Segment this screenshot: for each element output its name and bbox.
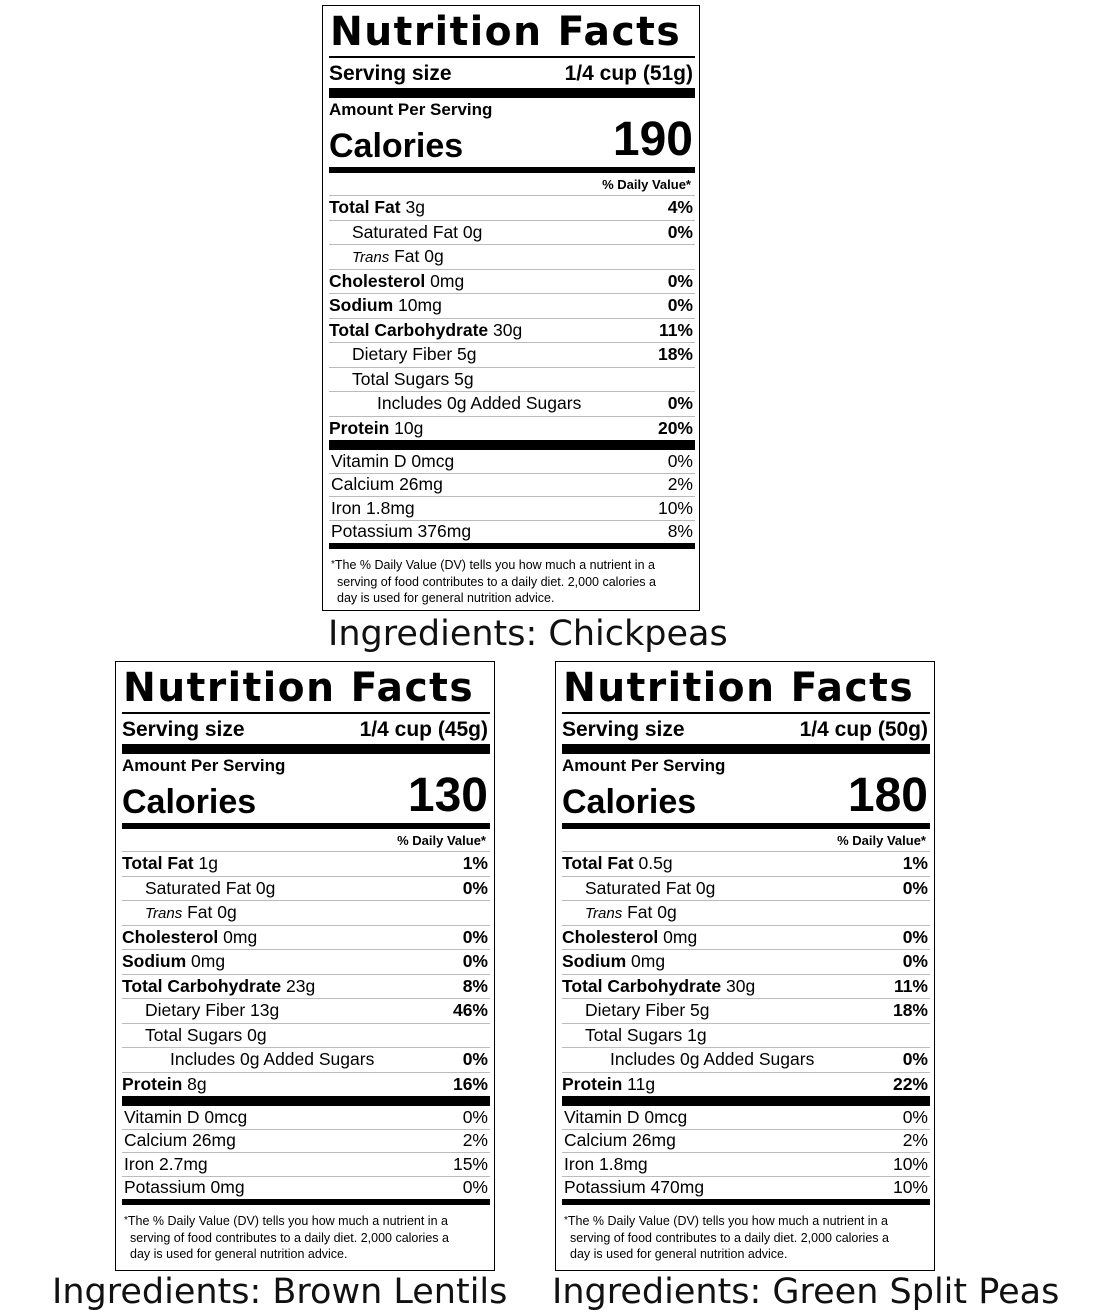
nutrient-name [145,1000,279,1021]
nutrient-amount: 30g [726,975,756,996]
nutrient-row [329,343,695,368]
nutrient-amount: 1g [198,853,218,874]
nutrient-label: Includes 0g Added Sugars [377,393,582,414]
nutrient-label: Cholesterol [329,270,426,291]
nutrient-name [585,878,715,899]
vitamin-daily-value: 8% [667,521,693,542]
nutrient-label: Dietary Fiber [585,1000,686,1021]
nutrient-label: Dietary Fiber [352,344,453,365]
nutrient-row [329,245,695,270]
label-title: Nutrition Facts [563,665,915,711]
footnote-line: day is used for general nutrition advice. [337,591,555,605]
nutrient-amount: 0mg [631,951,666,972]
serving-size-value: 1/4 cup (45g) [359,718,488,741]
nutrient-amount: 0g [247,1024,267,1045]
nutrient-daily-value: 0% [902,1049,928,1070]
nutrient-amount: 5g [690,1000,710,1021]
nutrient-label: Total Carbohydrate [562,975,722,996]
nutrient-label: Dietary Fiber [145,1000,246,1021]
ingredients-caption-green-split-peas: Ingredients: Green Split Peas [552,1272,1060,1312]
vitamin-daily-value: 2% [902,1130,928,1151]
nutrient-daily-value: 0% [667,270,693,291]
medium-divider [562,1199,930,1205]
nutrient-name [562,951,665,972]
daily-value-header: % Daily Value* [329,173,695,196]
nutrient-row [122,950,490,975]
nutrient-amount: Fat 0g [627,902,677,923]
nutrient-name [377,393,581,414]
vitamin-name: Calcium 26mg [124,1130,236,1151]
nutrient-label: Total Carbohydrate [329,319,489,340]
thick-divider [329,88,695,98]
nutrient-name [170,1049,374,1070]
nutrient-amount: 0g [462,221,483,242]
nutrient-daily-value: 0% [462,1049,488,1070]
nutrient-amount: 0g [255,877,276,898]
calories-value: 180 [847,769,928,822]
nutrient-label: Saturated Fat [145,877,252,898]
footnote-asterisk: * [124,1215,128,1226]
footnote-asterisk: * [564,1215,568,1226]
vitamin-daily-value: 15% [452,1153,488,1174]
nutrient-daily-value: 0% [902,877,928,898]
nutrient-label: Total Carbohydrate [122,975,282,996]
nutrient-row [122,901,490,926]
vitamin-daily-value: 0% [462,1106,488,1127]
footnote [122,1213,490,1263]
nutrient-label: Saturated Fat [352,221,459,242]
nutrient-name [352,246,444,267]
nutrient-name [329,418,423,439]
nutrient-amount: 30g [493,319,523,340]
nutrient-row [122,1073,490,1097]
nutrient-daily-value: 0% [902,926,928,947]
nutrient-row [122,1048,490,1073]
nutrient-label: Sodium [562,951,627,972]
nutrient-amount: 3g [405,197,425,218]
nutrient-row [562,877,930,902]
serving-size-row [122,712,490,742]
nutrient-row [562,926,930,951]
nutrient-amount: 23g [286,975,316,996]
nutrient-row [329,196,695,221]
serving-size-value: 1/4 cup (50g) [799,718,928,741]
thick-divider [562,744,930,754]
nutrient-daily-value: 4% [667,197,693,218]
nutrient-daily-value: 20% [657,417,693,438]
vitamin-daily-value: 10% [892,1153,928,1174]
serving-size-row [562,712,930,742]
serving-size-label: Serving size [329,62,452,85]
vitamin-row [122,1106,490,1130]
vitamin-daily-value: 0% [462,1177,488,1198]
nutrient-label: Includes 0g Added Sugars [610,1049,815,1070]
vitamin-row [122,1177,490,1200]
vitamin-row [562,1130,930,1154]
footnote [562,1213,930,1263]
footnote-line: The % Daily Value (DV) tells you how much a nutrient in a [334,558,655,572]
daily-value-header: % Daily Value* [122,829,490,852]
daily-value-header: % Daily Value* [562,829,930,852]
footnote-asterisk: * [331,559,335,570]
nutrient-amount: 5g [454,368,474,389]
footnote [329,557,695,607]
vitamin-name: Vitamin D 0mcg [124,1106,248,1127]
nutrient-name [352,369,474,390]
nutrient-name [329,271,464,292]
vitamin-name: Vitamin D 0mcg [331,450,455,471]
nutrient-amount: 5g [457,344,477,365]
nutrient-name [122,853,218,874]
nutrient-label: Sodium [122,951,187,972]
vitamin-name: Vitamin D 0mcg [564,1106,688,1127]
thick-divider [122,1096,490,1106]
footnote-line: The % Daily Value (DV) tells you how much a nutrient in a [567,1214,888,1228]
nutrient-label: Total Fat [562,853,634,874]
nutrient-daily-value: 18% [657,344,693,365]
nutrient-amount: 13g [250,1000,280,1021]
nutrient-row [122,852,490,877]
nutrient-row [329,319,695,344]
vitamin-row [562,1177,930,1200]
footnote-line: serving of food contributes to a daily diet. 2,000 calories a [570,1230,889,1245]
nutrient-label: Total Fat [329,197,401,218]
vitamin-row [329,497,695,521]
nutrition-label-brown-lentils [115,661,495,1271]
vitamin-row [329,474,695,498]
nutrient-row [329,294,695,319]
vitamin-name: Iron 1.8mg [331,497,415,518]
nutrient-row [562,975,930,1000]
nutrient-row [562,1024,930,1049]
nutrient-name [585,902,677,923]
serving-size-label: Serving size [122,718,245,741]
nutrient-amount: 10g [394,417,424,438]
nutrient-amount: 10mg [398,295,442,316]
nutrient-daily-value: 0% [667,221,693,242]
vitamin-daily-value: 10% [892,1177,928,1198]
nutrient-label: Total Fat [122,853,194,874]
nutrition-label-green-split-peas [555,661,935,1271]
nutrient-label: Total Sugars [145,1024,243,1045]
nutrient-name [562,1074,655,1095]
footnote-line: day is used for general nutrition advice. [570,1247,788,1261]
calories-label: Calories [122,783,257,821]
nutrient-name [145,902,237,923]
medium-divider [122,1199,490,1205]
nutrient-amount: 8g [187,1073,207,1094]
vitamin-row [122,1130,490,1154]
footnote-line: serving of food contributes to a daily diet. 2,000 calories a [337,574,656,589]
nutrient-name [145,1025,267,1046]
nutrient-name [122,927,257,948]
nutrient-name [145,878,275,899]
calories-row [122,769,490,822]
nutrient-row [562,901,930,926]
nutrient-name [329,295,442,316]
nutrient-name [329,197,425,218]
footnote-line: The % Daily Value (DV) tells you how much a nutrient in a [127,1214,448,1228]
vitamin-daily-value: 0% [902,1106,928,1127]
nutrient-daily-value: 1% [462,853,488,874]
calories-row [562,769,930,822]
nutrient-name [562,853,673,874]
vitamin-row [329,450,695,474]
label-title: Nutrition Facts [123,665,475,711]
nutrient-label: Protein [562,1073,623,1094]
nutrient-daily-value: 0% [902,951,928,972]
nutrient-daily-value: 46% [452,1000,488,1021]
nutrient-daily-value: 0% [462,877,488,898]
nutrient-daily-value: 11% [658,319,693,340]
vitamin-row [562,1153,930,1177]
nutrient-daily-value: 0% [667,393,693,414]
nutrient-row [562,852,930,877]
nutrient-row [122,975,490,1000]
vitamin-row [122,1153,490,1177]
vitamin-daily-value: 0% [667,450,693,471]
vitamin-name: Iron 1.8mg [564,1153,648,1174]
nutrient-name [352,344,477,365]
footnote-line: serving of food contributes to a daily diet. 2,000 calories a [130,1230,449,1245]
nutrient-daily-value: 11% [893,975,928,996]
nutrient-name [562,927,697,948]
vitamin-row [329,521,695,544]
nutrient-amount: Fat 0g [394,246,444,267]
calories-row [329,113,695,166]
nutrient-row [329,392,695,417]
nutrition-label-chickpeas [322,5,700,611]
nutrient-daily-value: 1% [902,853,928,874]
nutrient-daily-value: 16% [452,1073,488,1094]
nutrient-label: Trans [352,249,390,267]
vitamin-daily-value: 2% [667,474,693,495]
vitamin-name: Potassium 0mg [124,1177,245,1198]
nutrient-amount: 0g [695,877,716,898]
footnote-line: day is used for general nutrition advice. [130,1247,348,1261]
calories-value: 190 [612,113,693,166]
ingredients-caption-chickpeas: Ingredients: Chickpeas [328,614,728,654]
amount-per-serving: Amount Per Serving [562,756,726,775]
nutrient-name [329,320,522,341]
nutrient-row [122,999,490,1024]
nutrient-label: Protein [329,417,390,438]
nutrient-label: Saturated Fat [585,877,692,898]
nutrient-row [329,270,695,295]
nutrient-label: Includes 0g Added Sugars [170,1049,375,1070]
nutrient-label: Total Sugars [352,368,450,389]
nutrient-amount: 11g [627,1073,656,1094]
nutrient-amount: 1g [687,1024,707,1045]
nutrient-label: Protein [122,1073,183,1094]
nutrient-row [122,877,490,902]
serving-size-value: 1/4 cup (51g) [564,62,693,85]
vitamin-name: Iron 2.7mg [124,1153,208,1174]
thick-divider [562,1096,930,1106]
vitamin-daily-value: 10% [657,497,693,518]
serving-size-label: Serving size [562,718,685,741]
thick-divider [122,744,490,754]
nutrient-name [585,1000,710,1021]
nutrient-name [352,222,482,243]
nutrient-daily-value: 0% [667,295,693,316]
vitamin-daily-value: 2% [462,1130,488,1151]
amount-per-serving: Amount Per Serving [329,100,493,119]
vitamin-name: Potassium 470mg [564,1177,705,1198]
nutrient-row [562,1073,930,1097]
nutrient-row [562,950,930,975]
nutrient-daily-value: 18% [892,1000,928,1021]
nutrient-amount: 0mg [191,951,226,972]
serving-size-row [329,56,695,86]
label-title: Nutrition Facts [330,9,682,55]
nutrient-amount: Fat 0g [187,902,237,923]
nutrient-label: Cholesterol [122,926,219,947]
thick-divider [329,440,695,450]
nutrient-daily-value: 0% [462,951,488,972]
nutrient-name [122,951,225,972]
nutrient-label: Trans [585,905,623,923]
nutrient-daily-value: 0% [462,926,488,947]
nutrient-name [562,976,755,997]
nutrient-name [122,1074,207,1095]
amount-per-serving: Amount Per Serving [122,756,286,775]
nutrient-label: Sodium [329,295,394,316]
calories-label: Calories [329,127,464,165]
medium-divider [329,543,695,549]
calories-label: Calories [562,783,697,821]
nutrient-row [562,999,930,1024]
nutrient-name [610,1049,814,1070]
nutrient-row [122,926,490,951]
nutrient-name [122,976,315,997]
nutrient-row [329,221,695,246]
nutrient-row [562,1048,930,1073]
vitamin-name: Potassium 376mg [331,521,472,542]
nutrient-label: Total Sugars [585,1024,683,1045]
nutrient-amount: 0mg [663,926,698,947]
nutrient-daily-value: 8% [462,975,488,996]
nutrient-row [329,368,695,393]
nutrient-row [122,1024,490,1049]
calories-value: 130 [407,769,488,822]
vitamin-name: Calcium 26mg [564,1130,676,1151]
nutrient-label: Trans [145,905,183,923]
nutrient-amount: 0mg [223,926,258,947]
nutrient-amount: 0.5g [638,853,673,874]
nutrient-label: Cholesterol [562,926,659,947]
vitamin-row [562,1106,930,1130]
nutrient-amount: 0mg [430,270,465,291]
nutrient-row [329,417,695,441]
nutrient-name [585,1025,707,1046]
vitamin-name: Calcium 26mg [331,474,443,495]
ingredients-caption-brown-lentils: Ingredients: Brown Lentils [52,1272,508,1312]
nutrient-daily-value: 22% [892,1073,928,1094]
